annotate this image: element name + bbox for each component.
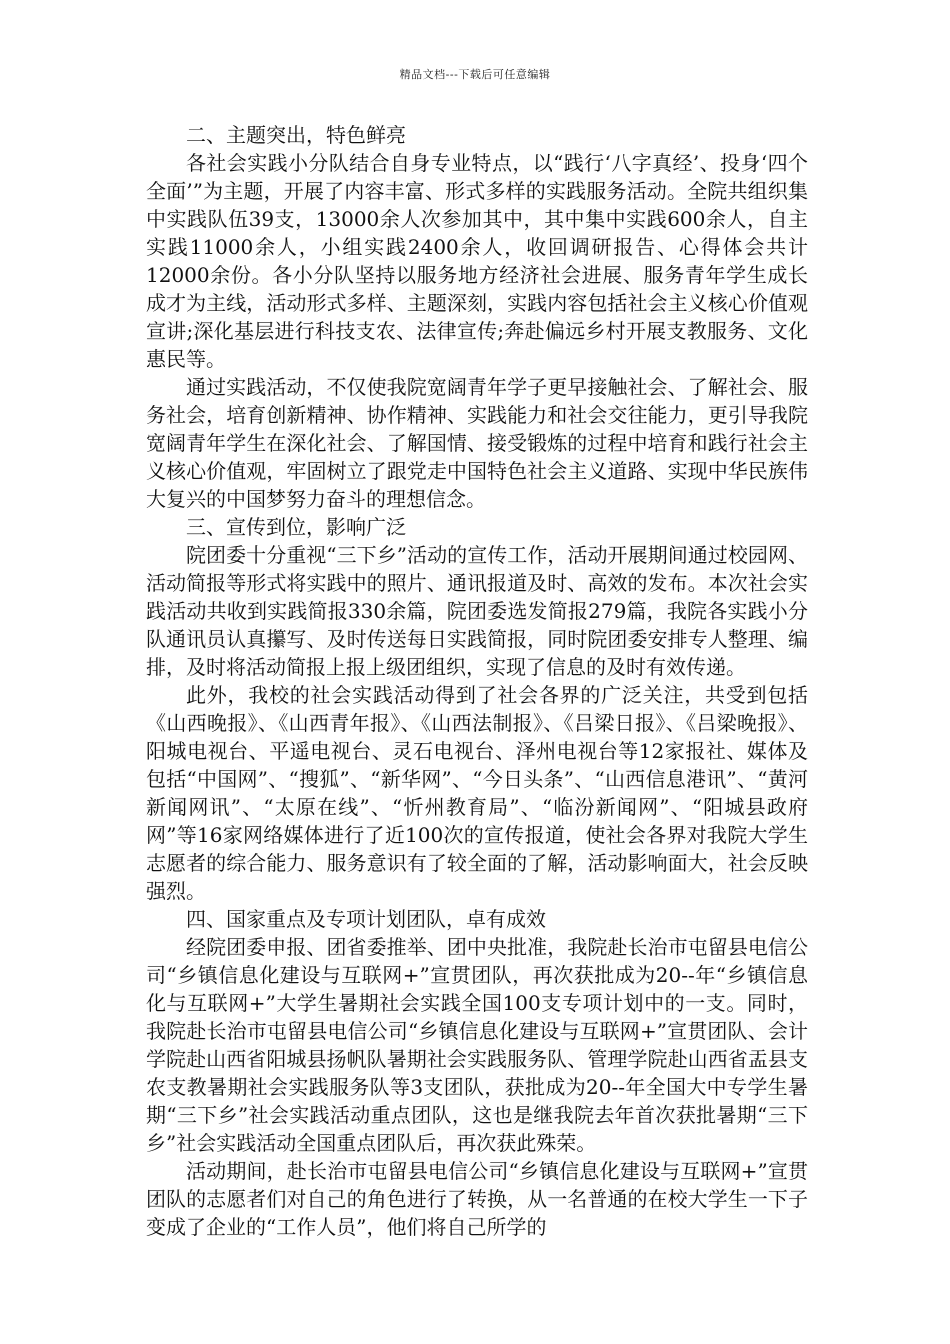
- paragraph: 院团委十分重视“三下乡”活动的宣传工作，活动开展期间通过校园网、活动简报等形式将实践中的照片、通讯报道及时、高效的发布。本次社会实践活动共收到实践简报330余篇，院团委选发简报279篇，我院各实践小分队通讯员认真攥写、及时传送每日实践简报，同时院团委安排专人整理、编排，及时将活动简报上报上级团组织，实现了信息的及时有效传递。: [146, 543, 808, 679]
- paragraph: 此外，我校的社会实践活动得到了社会各界的广泛关注，共受到包括《山西晚报》、《山西青年报》、《山西法制报》、《吕梁日报》、《吕梁晚报》、阳城电视台、平遥电视台、灵石电视台、泽州电视台等12家报社、媒体及包括“中国网”、“搜狐”、“新华网”、“今日头条”、“山西信息港讯”、“黄河新闻网讯”、“太原在线”、“忻州教育局”、“临汾新闻网”、“阳城县政府网”等16家网络媒体进行了近100次的宣传报道，使社会各界对我院大学生志愿者的综合能力、服务意识有了较全面的了解，活动影响面大，社会反映强烈。: [146, 683, 808, 903]
- document-body: [146, 121, 808, 1241]
- page-header: 精品文档---下载后可任意编辑: [399, 68, 551, 81]
- section-heading-3: 三、宣传到位，影响广泛: [186, 515, 406, 539]
- section-heading-2: 二、主题突出，特色鲜亮: [186, 123, 406, 147]
- paragraph: 通过实践活动，不仅使我院宽阔青年学子更早接触社会、了解社会、服务社会，培育创新精神、协作精神、实践能力和社会交往能力，更引导我院宽阔青年学生在深化社会、了解国情、接受锻炼的过程中培育和践行社会主义核心价值观，牢固树立了跟党走中国特色社会主义道路、实现中华民族伟大复兴的中国梦努力奋斗的理想信念。: [146, 375, 808, 511]
- paragraph: 经院团委申报、团省委推举、团中央批准，我院赴长治市屯留县电信公司“乡镇信息化建设与互联网+”宣贯团队，再次获批成为20--年“乡镇信息化与互联网+”大学生暑期社会实践全国100支专项计划中的一支。同时，我院赴长治市屯留县电信公司“乡镇信息化建设与互联网+”宣贯团队、会计学院赴山西省阳城县扬帆队暑期社会实践服务队、管理学院赴山西省盂县支农支教暑期社会实践服务队等3支团队，获批成为20--年全国大中专学生暑期“三下乡”社会实践活动重点团队，这也是继我院去年首次获批暑期“三下乡”社会实践活动全国重点团队后，再次获此殊荣。: [146, 935, 808, 1155]
- section-heading-4: 四、国家重点及专项计划团队，卓有成效: [186, 907, 546, 931]
- paragraph: 活动期间，赴长治市屯留县电信公司“乡镇信息化建设与互联网+”宣贯团队的志愿者们对自己的角色进行了转换，从一名普通的在校大学生一下子变成了企业的“工作人员”，他们将自己所学的: [146, 1159, 808, 1239]
- paragraph: 各社会实践小分队结合自身专业特点，以“践行‘八字真经’、投身‘四个全面’”为主题，开展了内容丰富、形式多样的实践服务活动。全院共组织集中实践队伍39支，13000余人次参加其中，其中集中实践600余人，自主实践11000余人，小组实践2400余人，收回调研报告、心得体会共计12000余份。各小分队坚持以服务地方经济社会进展、服务青年学生成长成才为主线，活动形式多样、主题深刻，实践内容包括社会主义核心价值观宣讲;深化基层进行科技支农、法律宣传;奔赴偏远乡村开展支教服务、文化惠民等。: [146, 151, 808, 371]
